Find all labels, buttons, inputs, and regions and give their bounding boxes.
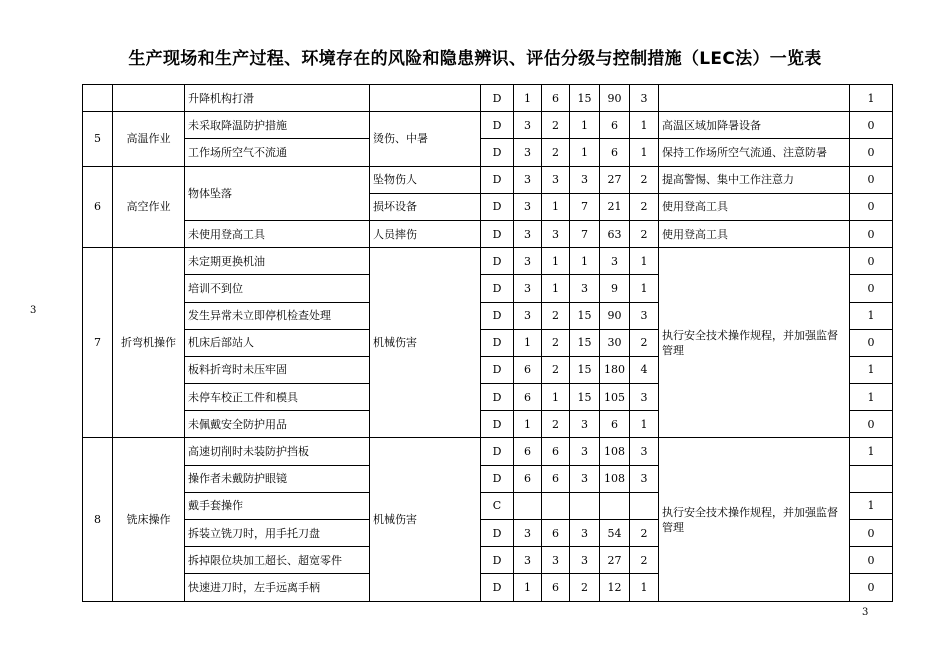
cell-e: 3: [542, 547, 570, 574]
cell-state: D: [481, 275, 514, 302]
cell-l: 6: [514, 384, 542, 411]
cell-last: 0: [850, 329, 893, 356]
cell-accident: 机械伤害: [370, 248, 481, 438]
cell-no: 5: [83, 112, 113, 166]
table-row: [83, 166, 893, 193]
cell-operation: 高空作业: [113, 166, 185, 248]
cell-last: 1: [850, 492, 893, 519]
cell-hazard: 操作者未戴防护眼镜: [185, 465, 370, 492]
cell-last: 1: [850, 384, 893, 411]
cell-last: 0: [850, 112, 893, 139]
cell-c: 3: [570, 166, 600, 193]
cell-state: C: [481, 492, 514, 519]
cell-c: 15: [570, 384, 600, 411]
cell-measure: 高温区域加降暑设备: [659, 112, 850, 139]
cell-d: 21: [600, 193, 630, 220]
cell-last: 0: [850, 520, 893, 547]
cell-level: [630, 492, 659, 519]
cell-accident: 烫伤、中暑: [370, 112, 481, 166]
risk-table: [82, 84, 893, 602]
cell-c: 1: [570, 248, 600, 275]
cell-c: 3: [570, 438, 600, 465]
table-row: [83, 248, 893, 275]
cell-d: 27: [600, 166, 630, 193]
cell-l: 1: [514, 411, 542, 438]
cell-l: 3: [514, 220, 542, 247]
cell-d: 9: [600, 275, 630, 302]
cell-d: 180: [600, 356, 630, 383]
cell-state: D: [481, 356, 514, 383]
cell-state: D: [481, 85, 514, 112]
cell-state: D: [481, 465, 514, 492]
cell-level: 1: [630, 139, 659, 166]
cell-last: [850, 465, 893, 492]
table-row: [83, 112, 893, 139]
cell-level: 2: [630, 220, 659, 247]
cell-l: 3: [514, 193, 542, 220]
cell-accident: 损坏设备: [370, 193, 481, 220]
cell-e: 3: [542, 166, 570, 193]
side-mark: 3: [30, 305, 37, 316]
cell-last: 1: [850, 302, 893, 329]
cell-e: 2: [542, 302, 570, 329]
cell-e: 3: [542, 220, 570, 247]
cell-hazard: 高速切削时未装防护挡板: [185, 438, 370, 465]
cell-d: 54: [600, 520, 630, 547]
cell-d: [600, 492, 630, 519]
cell-level: 1: [630, 248, 659, 275]
cell-level: 2: [630, 193, 659, 220]
cell-d: 6: [600, 112, 630, 139]
cell-hazard: 升降机构打滑: [185, 85, 370, 112]
cell-e: 2: [542, 411, 570, 438]
cell-l: 3: [514, 275, 542, 302]
cell-operation: 高温作业: [113, 112, 185, 166]
cell-d: 90: [600, 85, 630, 112]
cell-e: 2: [542, 112, 570, 139]
cell-c: 1: [570, 139, 600, 166]
cell-accident: 人员摔伤: [370, 220, 481, 247]
cell-measure: 保持工作场所空气流通、注意防暑: [659, 139, 850, 166]
cell-hazard: 戴手套操作: [185, 492, 370, 519]
cell-l: 6: [514, 356, 542, 383]
cell-state: D: [481, 302, 514, 329]
cell-accident: [370, 85, 481, 112]
cell-d: 6: [600, 139, 630, 166]
cell-hazard: 物体坠落: [185, 166, 370, 220]
cell-l: 3: [514, 248, 542, 275]
cell-d: 105: [600, 384, 630, 411]
cell-d: 63: [600, 220, 630, 247]
cell-hazard: 板料折弯时未压牢固: [185, 356, 370, 383]
cell-d: 12: [600, 574, 630, 601]
cell-hazard: 未采取降温防护措施: [185, 112, 370, 139]
cell-l: 6: [514, 438, 542, 465]
cell-state: D: [481, 248, 514, 275]
table-row: [83, 220, 893, 247]
page-title: 生产现场和生产过程、环境存在的风险和隐患辨识、评估分级与控制措施（LEC法）一览表: [128, 49, 822, 69]
cell-l: 3: [514, 166, 542, 193]
cell-l: 1: [514, 85, 542, 112]
cell-level: 3: [630, 384, 659, 411]
cell-state: D: [481, 411, 514, 438]
cell-c: 3: [570, 520, 600, 547]
cell-last: 0: [850, 547, 893, 574]
cell-c: 15: [570, 329, 600, 356]
cell-level: 1: [630, 574, 659, 601]
cell-d: 6: [600, 411, 630, 438]
cell-state: D: [481, 520, 514, 547]
cell-hazard: 拆掉限位块加工超长、超宽零件: [185, 547, 370, 574]
cell-hazard: 机床后部站人: [185, 329, 370, 356]
cell-l: 3: [514, 547, 542, 574]
cell-state: D: [481, 193, 514, 220]
cell-last: 0: [850, 248, 893, 275]
cell-hazard: 拆装立铣刀时，用手托刀盘: [185, 520, 370, 547]
cell-e: 6: [542, 85, 570, 112]
cell-last: 0: [850, 166, 893, 193]
cell-e: [542, 492, 570, 519]
cell-c: [570, 492, 600, 519]
cell-state: D: [481, 220, 514, 247]
cell-c: 3: [570, 547, 600, 574]
cell-e: 1: [542, 248, 570, 275]
cell-no: 7: [83, 248, 113, 438]
cell-state: D: [481, 112, 514, 139]
cell-l: 6: [514, 465, 542, 492]
cell-d: 27: [600, 547, 630, 574]
cell-l: 3: [514, 520, 542, 547]
cell-hazard: 未佩戴安全防护用品: [185, 411, 370, 438]
cell-last: 0: [850, 574, 893, 601]
cell-c: 1: [570, 112, 600, 139]
cell-last: 0: [850, 275, 893, 302]
cell-c: 15: [570, 85, 600, 112]
cell-e: 1: [542, 193, 570, 220]
cell-state: D: [481, 438, 514, 465]
cell-state: D: [481, 166, 514, 193]
cell-c: 15: [570, 302, 600, 329]
cell-l: 3: [514, 139, 542, 166]
cell-e: 2: [542, 139, 570, 166]
cell-level: 3: [630, 85, 659, 112]
cell-level: 1: [630, 275, 659, 302]
cell-level: 2: [630, 329, 659, 356]
cell-measure: 执行安全技术操作规程，并加强监督管理: [659, 438, 850, 601]
cell-measure: 执行安全技术操作规程，并加强监督管理: [659, 248, 850, 438]
cell-level: 3: [630, 438, 659, 465]
cell-c: 3: [570, 275, 600, 302]
cell-last: 1: [850, 85, 893, 112]
cell-state: D: [481, 139, 514, 166]
cell-c: 3: [570, 411, 600, 438]
cell-state: D: [481, 547, 514, 574]
cell-hazard: 工作场所空气不流通: [185, 139, 370, 166]
cell-no: 8: [83, 438, 113, 601]
cell-last: 0: [850, 411, 893, 438]
cell-hazard: 未定期更换机油: [185, 248, 370, 275]
cell-last: 0: [850, 139, 893, 166]
cell-d: 3: [600, 248, 630, 275]
cell-hazard: 发生异常未立即停机检查处理: [185, 302, 370, 329]
cell-d: 108: [600, 438, 630, 465]
table-row: [83, 438, 893, 465]
cell-last: 0: [850, 220, 893, 247]
cell-d: 108: [600, 465, 630, 492]
cell-level: 3: [630, 302, 659, 329]
cell-operation: [113, 85, 185, 112]
cell-no: [83, 85, 113, 112]
page-number: 3: [862, 607, 869, 618]
cell-accident: 机械伤害: [370, 438, 481, 601]
cell-l: 3: [514, 112, 542, 139]
cell-c: 3: [570, 465, 600, 492]
cell-c: 15: [570, 356, 600, 383]
cell-c: 2: [570, 574, 600, 601]
cell-state: D: [481, 574, 514, 601]
cell-no: 6: [83, 166, 113, 248]
cell-l: 1: [514, 574, 542, 601]
cell-level: 1: [630, 411, 659, 438]
cell-last: 0: [850, 193, 893, 220]
cell-operation: 折弯机操作: [113, 248, 185, 438]
cell-level: 2: [630, 547, 659, 574]
cell-state: D: [481, 329, 514, 356]
cell-l: 3: [514, 302, 542, 329]
cell-accident: 坠物伤人: [370, 166, 481, 193]
cell-e: 6: [542, 465, 570, 492]
cell-l: 1: [514, 329, 542, 356]
cell-hazard: 培训不到位: [185, 275, 370, 302]
cell-e: 1: [542, 384, 570, 411]
cell-state: D: [481, 384, 514, 411]
cell-l: [514, 492, 542, 519]
cell-level: 1: [630, 112, 659, 139]
cell-c: 7: [570, 193, 600, 220]
cell-operation: 铣床操作: [113, 438, 185, 601]
table-row: [83, 139, 893, 166]
cell-d: 90: [600, 302, 630, 329]
cell-measure: 提高警惕、集中工作注意力: [659, 166, 850, 193]
cell-e: 6: [542, 574, 570, 601]
table-row: [83, 85, 893, 112]
cell-level: 2: [630, 520, 659, 547]
cell-e: 2: [542, 329, 570, 356]
cell-e: 6: [542, 438, 570, 465]
cell-last: 1: [850, 356, 893, 383]
cell-e: 1: [542, 275, 570, 302]
cell-d: 30: [600, 329, 630, 356]
cell-hazard: 快速进刀时，左手远离手柄: [185, 574, 370, 601]
cell-level: 2: [630, 166, 659, 193]
cell-e: 2: [542, 356, 570, 383]
cell-measure: 使用登高工具: [659, 193, 850, 220]
cell-measure: [659, 85, 850, 112]
cell-e: 6: [542, 520, 570, 547]
cell-c: 7: [570, 220, 600, 247]
cell-last: 1: [850, 438, 893, 465]
cell-level: 3: [630, 465, 659, 492]
cell-measure: 使用登高工具: [659, 220, 850, 247]
cell-level: 4: [630, 356, 659, 383]
cell-hazard: 未使用登高工具: [185, 220, 370, 247]
cell-hazard: 未停车校正工件和模具: [185, 384, 370, 411]
